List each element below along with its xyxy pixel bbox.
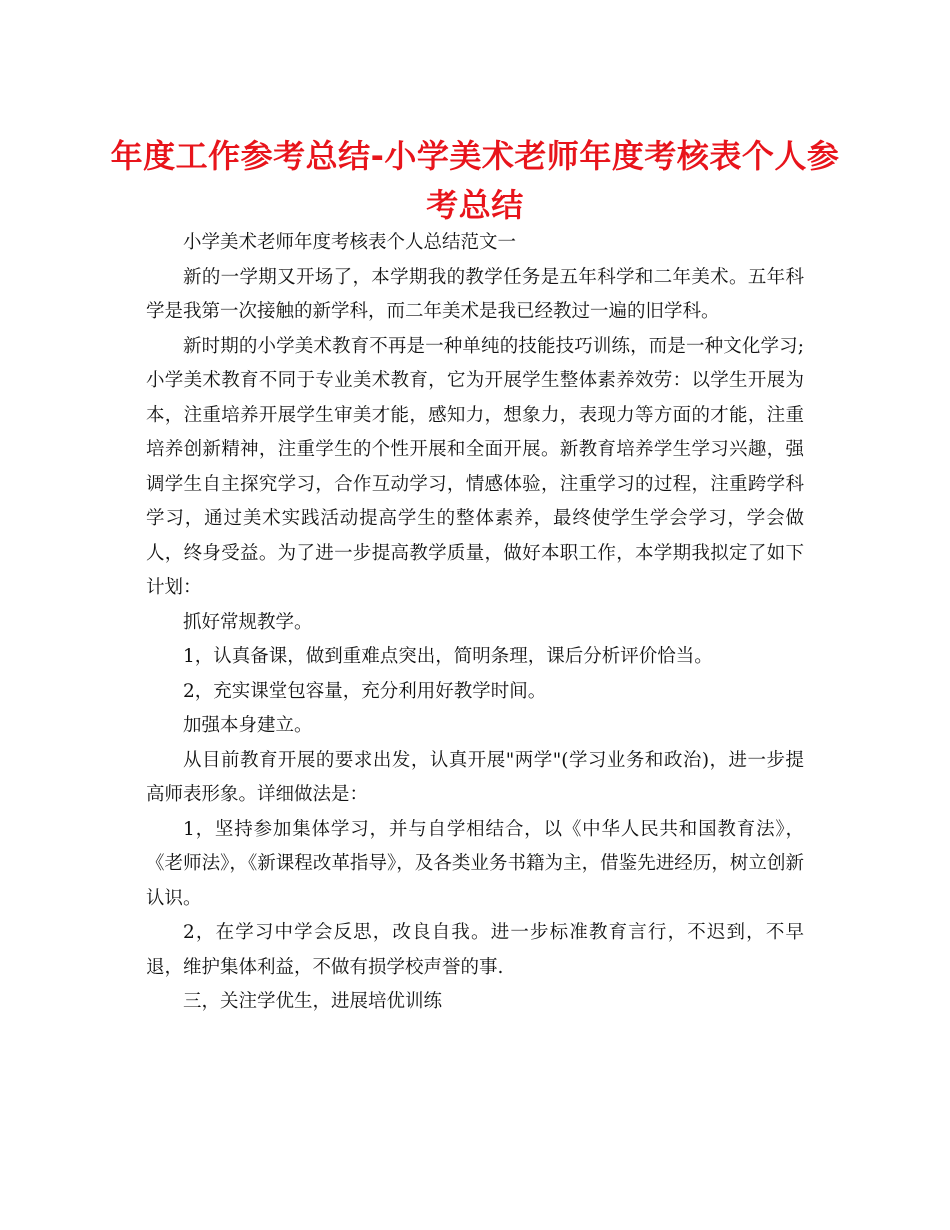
document-title: 年度工作参考总结-小学美术老师年度考核表个人参考总结 bbox=[110, 137, 840, 224]
paragraph: 从目前教育开展的要求出发，认真开展"两学"(学习业务和政治)，进一步提高师表形象。详细做法是： bbox=[146, 749, 804, 805]
paragraph: 新时期的小学美术教育不再是一种单纯的技能技巧训练，而是一种文化学习;小学美术教育不同于专业美术教育，它为开展学生整体素养效劳：以学生开展为本，注重培养开展学生审美才能，感知力，想象力，表现力等方面的才能，注重培养创新精神，注重学生的个性开展和全面开展。新教育培养学生学习兴趣，强调学生自主探究学习，合作互动学习，情感体验，注重学习的过程，注重跨学科学习，通过美术实践活动提高学生的整体素养，最终使学生学会学习，学会做人，终身受益。为了进一步提高教学质量，做好本职工作，本学期我拟定了如下计划： bbox=[146, 335, 804, 598]
paragraph: 新的一学期又开场了，本学期我的教学任务是五年科学和二年美术。五年科学是我第一次接触的新学科，而二年美术是我已经教过一遍的旧学科。 bbox=[146, 266, 804, 322]
paragraph: 三，关注学优生，进展培优训练 bbox=[183, 991, 443, 1012]
paragraph: 1，认真备课，做到重难点突出，简明条理，课后分析评价恰当。 bbox=[183, 646, 713, 667]
paragraph: 2，充实课堂包容量，充分利用好教学时间。 bbox=[183, 680, 547, 702]
paragraph-heading: 小学美术老师年度考核表个人总结范文一 bbox=[183, 232, 517, 253]
paragraph: 1，坚持参加集体学习，并与自学相结合，以《中华人民共和国教育法》，《老师法》，《新课程改革指导》，及各类业务书籍为主，借鉴先进经历，树立创新认识。 bbox=[146, 818, 804, 909]
paragraph: 抓好常规教学。 bbox=[183, 611, 313, 633]
paragraph: 加强本身建立。 bbox=[183, 715, 313, 736]
paragraph: 2，在学习中学会反思，改良自我。进一步标准教育言行，不迟到，不早退，维护集体利益，不做有损学校声誉的事. bbox=[146, 922, 804, 978]
document-body bbox=[146, 226, 804, 1020]
